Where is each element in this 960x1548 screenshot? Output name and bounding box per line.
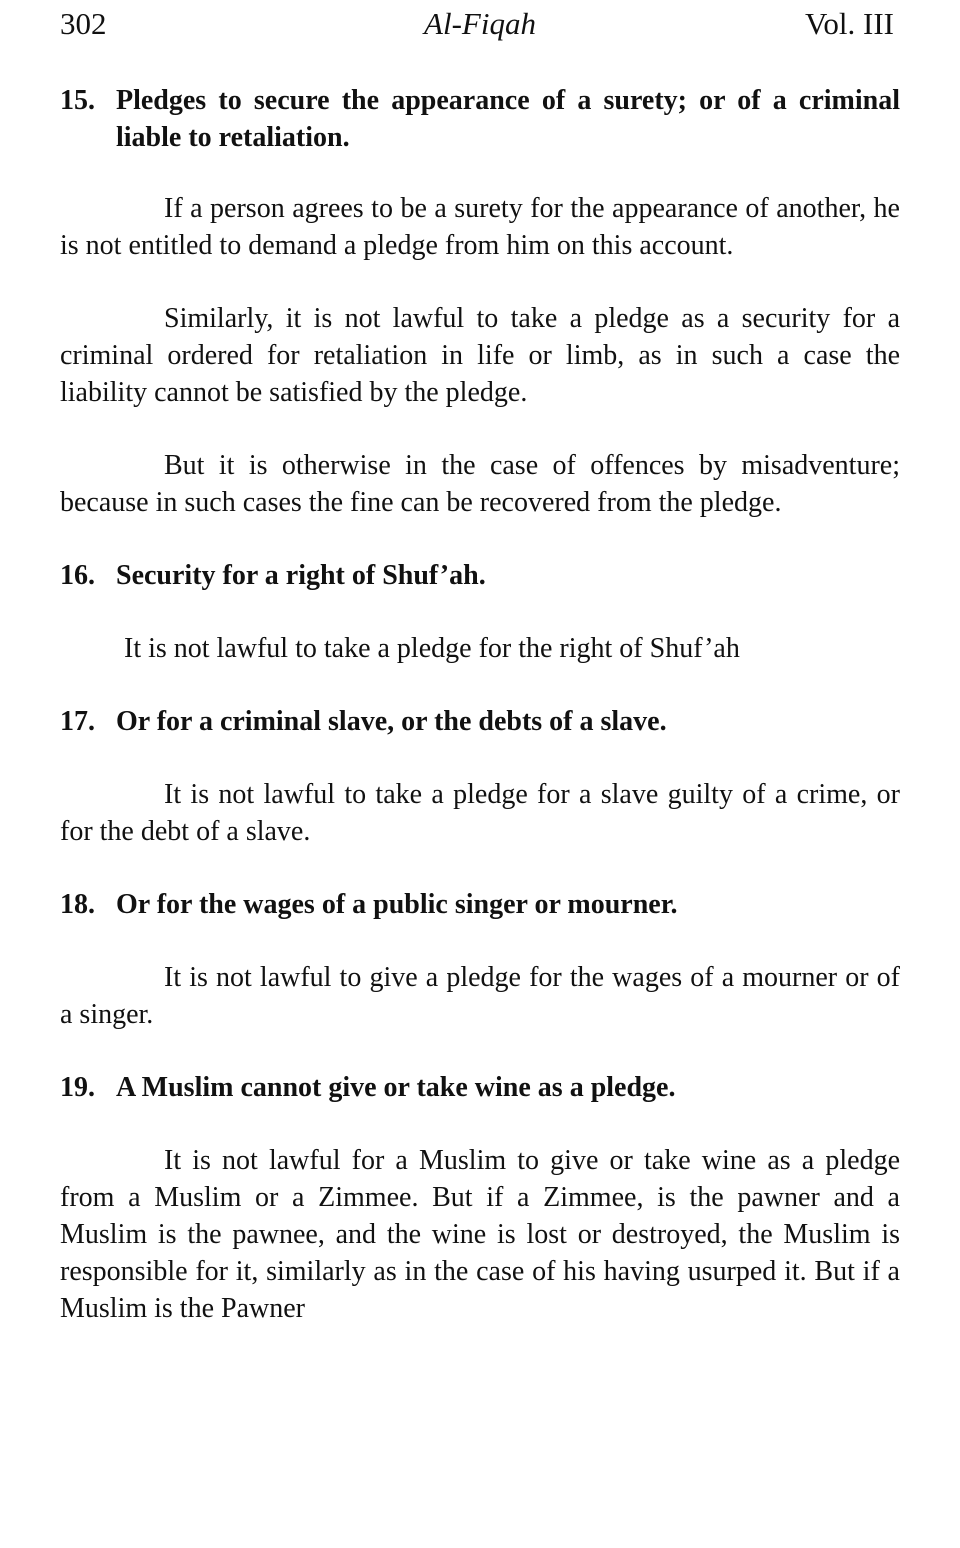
section-title: A Muslim cannot give or take wine as a pledge. — [116, 1072, 676, 1103]
section-heading-18 — [60, 886, 900, 923]
paragraph: It is not lawful to give a pledge for the wages of a mourner or of a singer. — [60, 962, 900, 1030]
section-title: Security for a right of Shuf’ah. — [116, 560, 486, 591]
paragraph: It is not lawful for a Muslim to give or take wine as a pledge from a Muslim or a Zimmee. But if a Zimmee, is the pawner and a Muslim is the pawnee, and the wine is lost or destroyed, the Muslim is responsible for it, similarly as in the case of his having usurped it. But if a Muslim is the Pawner — [60, 1145, 900, 1324]
section-title: Pledges to secure the appearance of a surety; or of a criminal liable to retaliation. — [116, 85, 900, 153]
volume-label: Vol. III — [805, 6, 894, 41]
paragraph: Similarly, it is not lawful to take a pledge as a security for a criminal ordered for retaliation in life or limb, as in such a case the liability cannot be satisfied by the pledge. — [60, 303, 900, 408]
book-page — [60, 0, 900, 1327]
page-number: 302 — [60, 6, 107, 41]
section-heading-19 — [60, 1069, 900, 1106]
section-heading-16 — [60, 557, 900, 594]
section-title: Or for a criminal slave, or the debts of a slave. — [116, 706, 667, 737]
running-title: Al-Fiqah — [424, 6, 536, 41]
page-header — [60, 0, 900, 50]
paragraph: It is not lawful to take a pledge for a slave guilty of a crime, or for the debt of a slave. — [60, 779, 900, 847]
section-number: 16. — [60, 560, 95, 591]
section-heading-17 — [60, 703, 900, 740]
paragraph: If a person agrees to be a surety for the appearance of another, he is not entitled to demand a pledge from him on this account. — [60, 193, 900, 261]
section-number: 19. — [60, 1072, 95, 1103]
section-title: Or for the wages of a public singer or mourner. — [116, 889, 678, 920]
section-number: 17. — [60, 706, 95, 737]
paragraph: But it is otherwise in the case of offences by misadventure; because in such cases the fine can be recovered from the pledge. — [60, 450, 900, 518]
section-heading-15 — [60, 82, 900, 156]
paragraph: It is not lawful to take a pledge for the right of Shuf’ah — [124, 633, 740, 664]
section-number: 15. — [60, 85, 95, 116]
section-number: 18. — [60, 889, 95, 920]
